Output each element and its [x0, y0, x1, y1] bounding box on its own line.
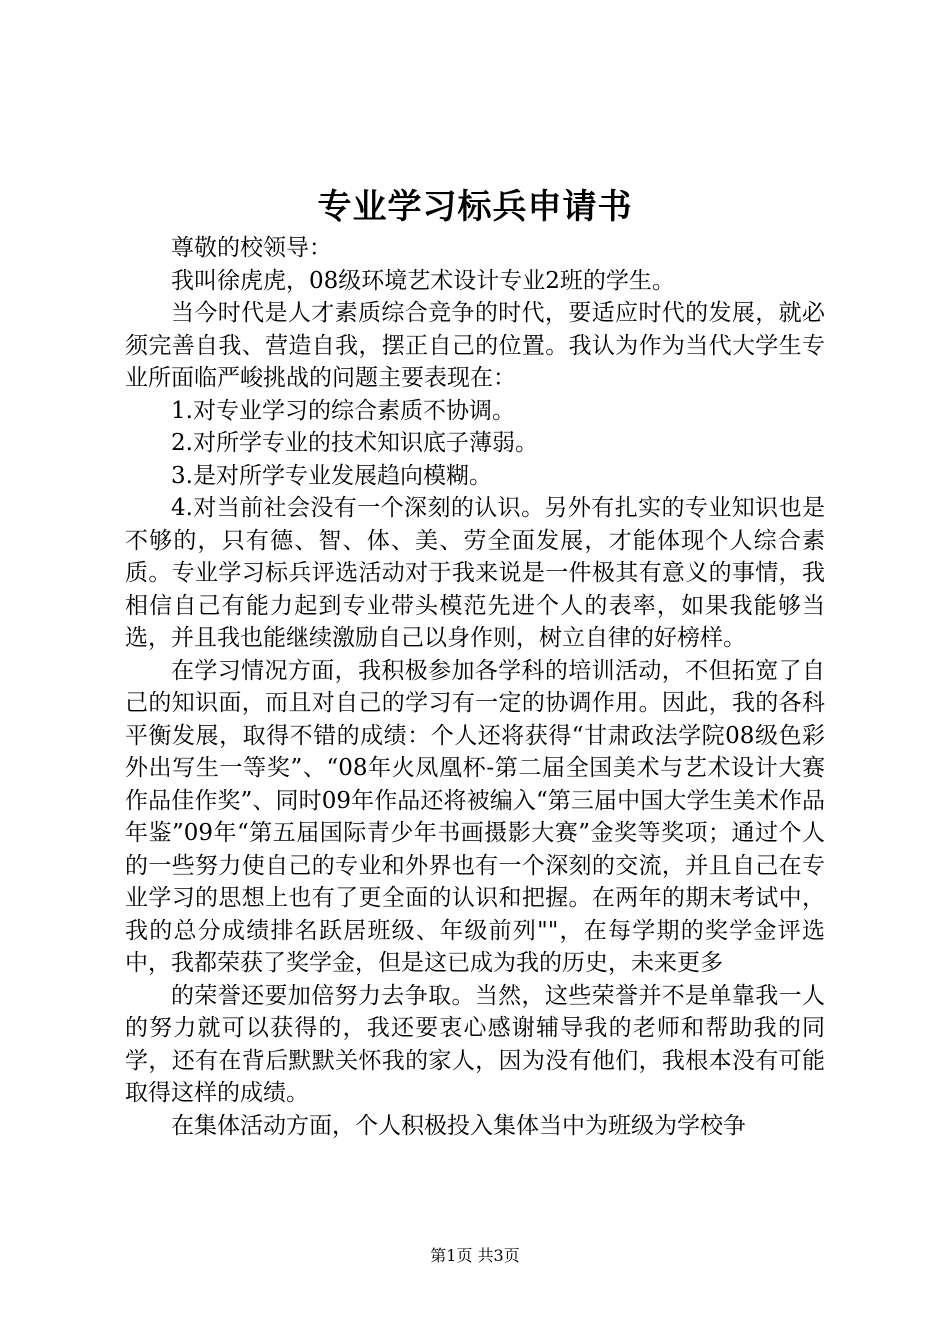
- salutation: 尊敬的校领导：: [171, 235, 332, 261]
- paragraph-study: 在学习情况方面，我积极参加各学科的培训活动，不但拓宽了自己的知识面，而且对自己的学习有一定的协调作用。因此，我的各科平衡发展，取得不错的成绩：个人还将获得“甘肃政法学院08级色彩外出写生一等奖”、“08年火凤凰杯-第二届全国美术与艺术设计大赛作品佳作奖”、同时09年作品还将被编入“第三届中国大学生美术作品年鉴”09年“第五届国际青少年书画摄影大赛”金奖等奖项；通过个人的一些努力使自己的专业和外界也有一个深刻的交流，并且自己在专业学习的思想上也有了更全面的认识和把握。在两年的期末考试中，我的总分成绩排名跃居班级、年级前列""，在每学期的奖学金评选中，我都荣获了奖学金，但是这已成为我的历史，未来更多: [125, 657, 825, 976]
- paragraph-intro: 我叫徐虎虎，08级环境艺术设计专业2班的学生。: [171, 267, 675, 294]
- paragraph-context: 当今时代是人才素质综合竞争的时代，要适应时代的发展，就必须完善自我、营造自我，摆正自己的位置。我认为作为当代大学生专业所面临严峻挑战的问题主要表现在：: [125, 300, 825, 391]
- list-item-2: 2.对所学专业的技术知识底子薄弱。: [171, 430, 538, 456]
- document-body: [125, 232, 825, 1142]
- paragraph-collective: 在集体活动方面，个人积极投入集体当中为班级为学校争: [171, 1112, 746, 1139]
- page-footer: 第1页 共3页: [430, 1246, 520, 1265]
- document-title: 专业学习标兵申请书: [317, 187, 633, 227]
- list-item-3: 3.是对所学专业发展趋向模糊。: [171, 462, 492, 489]
- paragraph-honors: 的荣誉还要加倍努力去争取。当然，这些荣誉并不是单靠我一人的努力就可以获得的，我还要衷心感谢辅导我的老师和帮助我的同学，还有在背后默默关怀我的家人，因为没有他们，我根本没有可能取得这样的成绩。: [125, 982, 825, 1106]
- list-item-1: 1.对专业学习的综合素质不协调。: [171, 397, 515, 424]
- list-item-4: 4.对当前社会没有一个深刻的认识。另外有扎实的专业知识也是不够的，只有德、智、体、美、劳全面发展，才能体现个人综合素质。专业学习标兵评选活动对于我来说是一件极其有意义的事情，我相信自己有能力起到专业带头模范先进个人的表率，如果我能够当选，并且我也能继续激励自己以身作则，树立自律的好榜样。: [125, 495, 825, 651]
